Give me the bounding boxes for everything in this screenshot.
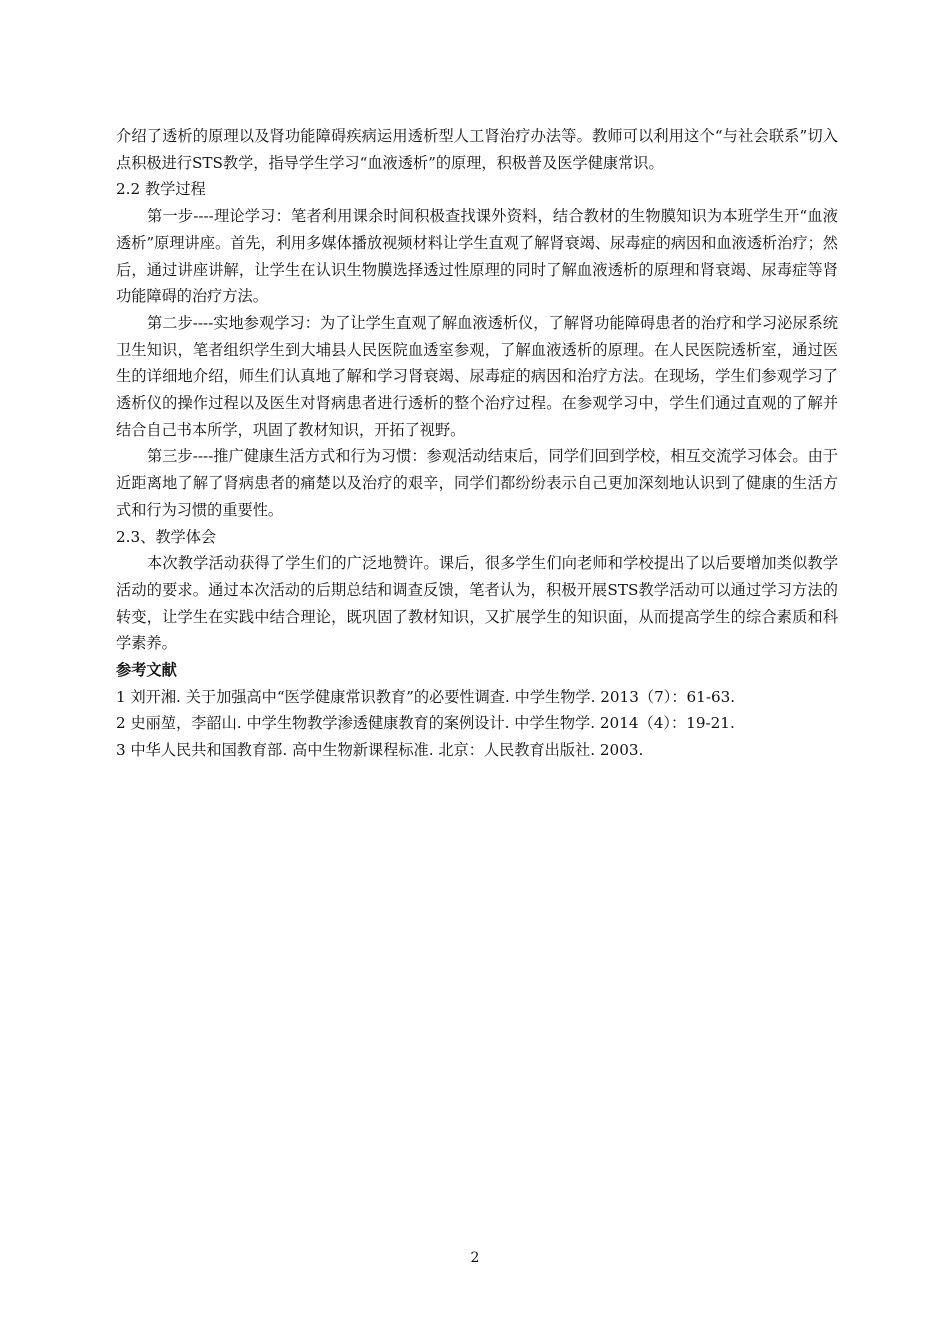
section-heading-2-3: 2.3、教学体会 xyxy=(116,527,217,546)
reference-item: 2 史丽堃，李韶山. 中学生物教学渗透健康教育的案例设计. 中学生物学. 2014（4）：19-21. xyxy=(116,714,735,733)
step-two-paragraph: 第二步----实地参观学习：为了让学生直观了解血液透析仪，了解肾功能障碍患者的治疗和学习泌尿系统卫生知识，笔者组织学生到大埔县人民医院血透室参观，了解血液透析的原理。在人民医院透析室，通过医生的详细地介绍，师生们认真地了解和学习肾衰竭、尿毒症的病因和治疗方法。在现场，学生们参观学习了透析仪的操作过程以及医生对肾病患者进行透析的整个治疗过程。在参观学习中，学生们通过直观的了解并结合自己书本所学，巩固了教材知识，开拓了视野。 xyxy=(116,313,838,439)
page-number: 2 xyxy=(470,1250,480,1266)
intro-paragraph: 介绍了透析的原理以及肾功能障碍疾病运用透析型人工肾治疗办法等。教师可以利用这个“与社会联系”切入点积极进行STS教学，指导学生学习“血液透析”的原理，积极普及医学健康常识。 xyxy=(116,127,838,172)
reference-item: 1 刘开湘. 关于加强高中“医学健康常识教育”的必要性调查. 中学生物学. 2013（7）：61-63. xyxy=(116,687,736,706)
section-heading-2-2: 2.2 教学过程 xyxy=(116,180,206,199)
references-title: 参考文献 xyxy=(116,661,177,680)
reference-item: 3 中华人民共和国教育部. 高中生物新课程标准. 北京：人民教育出版社. 2003. xyxy=(116,741,644,760)
step-one-paragraph: 第一步----理论学习：笔者利用课余时间积极查找课外资料，结合教材的生物膜知识为本班学生开“血液透析”原理讲座。首先，利用多媒体播放视频材料让学生直观了解肾衰竭、尿毒症的病因和血液透析治疗；然后，通过讲座讲解，让学生在认识生物膜选择透过性原理的同时了解血液透析的原理和肾衰竭、尿毒症等肾功能障碍的治疗方法。 xyxy=(116,207,838,306)
reflection-paragraph: 本次教学活动获得了学生们的广泛地赞许。课后，很多学生们向老师和学校提出了以后要增加类似教学活动的要求。通过本次活动的后期总结和调查反馈，笔者认为，积极开展STS教学活动可以通过学习方法的转变，让学生在实践中结合理论，既巩固了教材知识，又扩展学生的知识面，从而提高学生的综合素质和科学素养。 xyxy=(116,554,838,653)
step-three-paragraph: 第三步----推广健康生活方式和行为习惯：参观活动结束后，同学们回到学校，相互交流学习体会。由于近距离地了解了肾病患者的痛楚以及治疗的艰辛，同学们都纷纷表示自己更加深刻地认识到了健康的生活方式和行为习惯的重要性。 xyxy=(116,447,838,519)
page-content xyxy=(116,123,838,764)
